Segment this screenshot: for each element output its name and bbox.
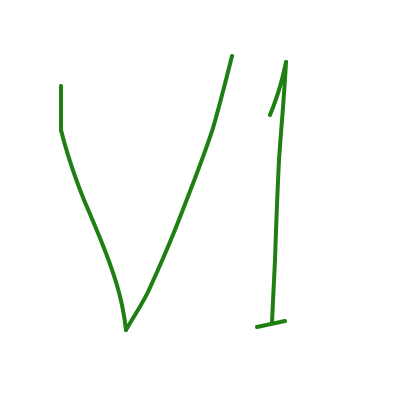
stroke-v-left-arm bbox=[61, 130, 126, 330]
stroke-v-right-arm bbox=[126, 56, 232, 330]
